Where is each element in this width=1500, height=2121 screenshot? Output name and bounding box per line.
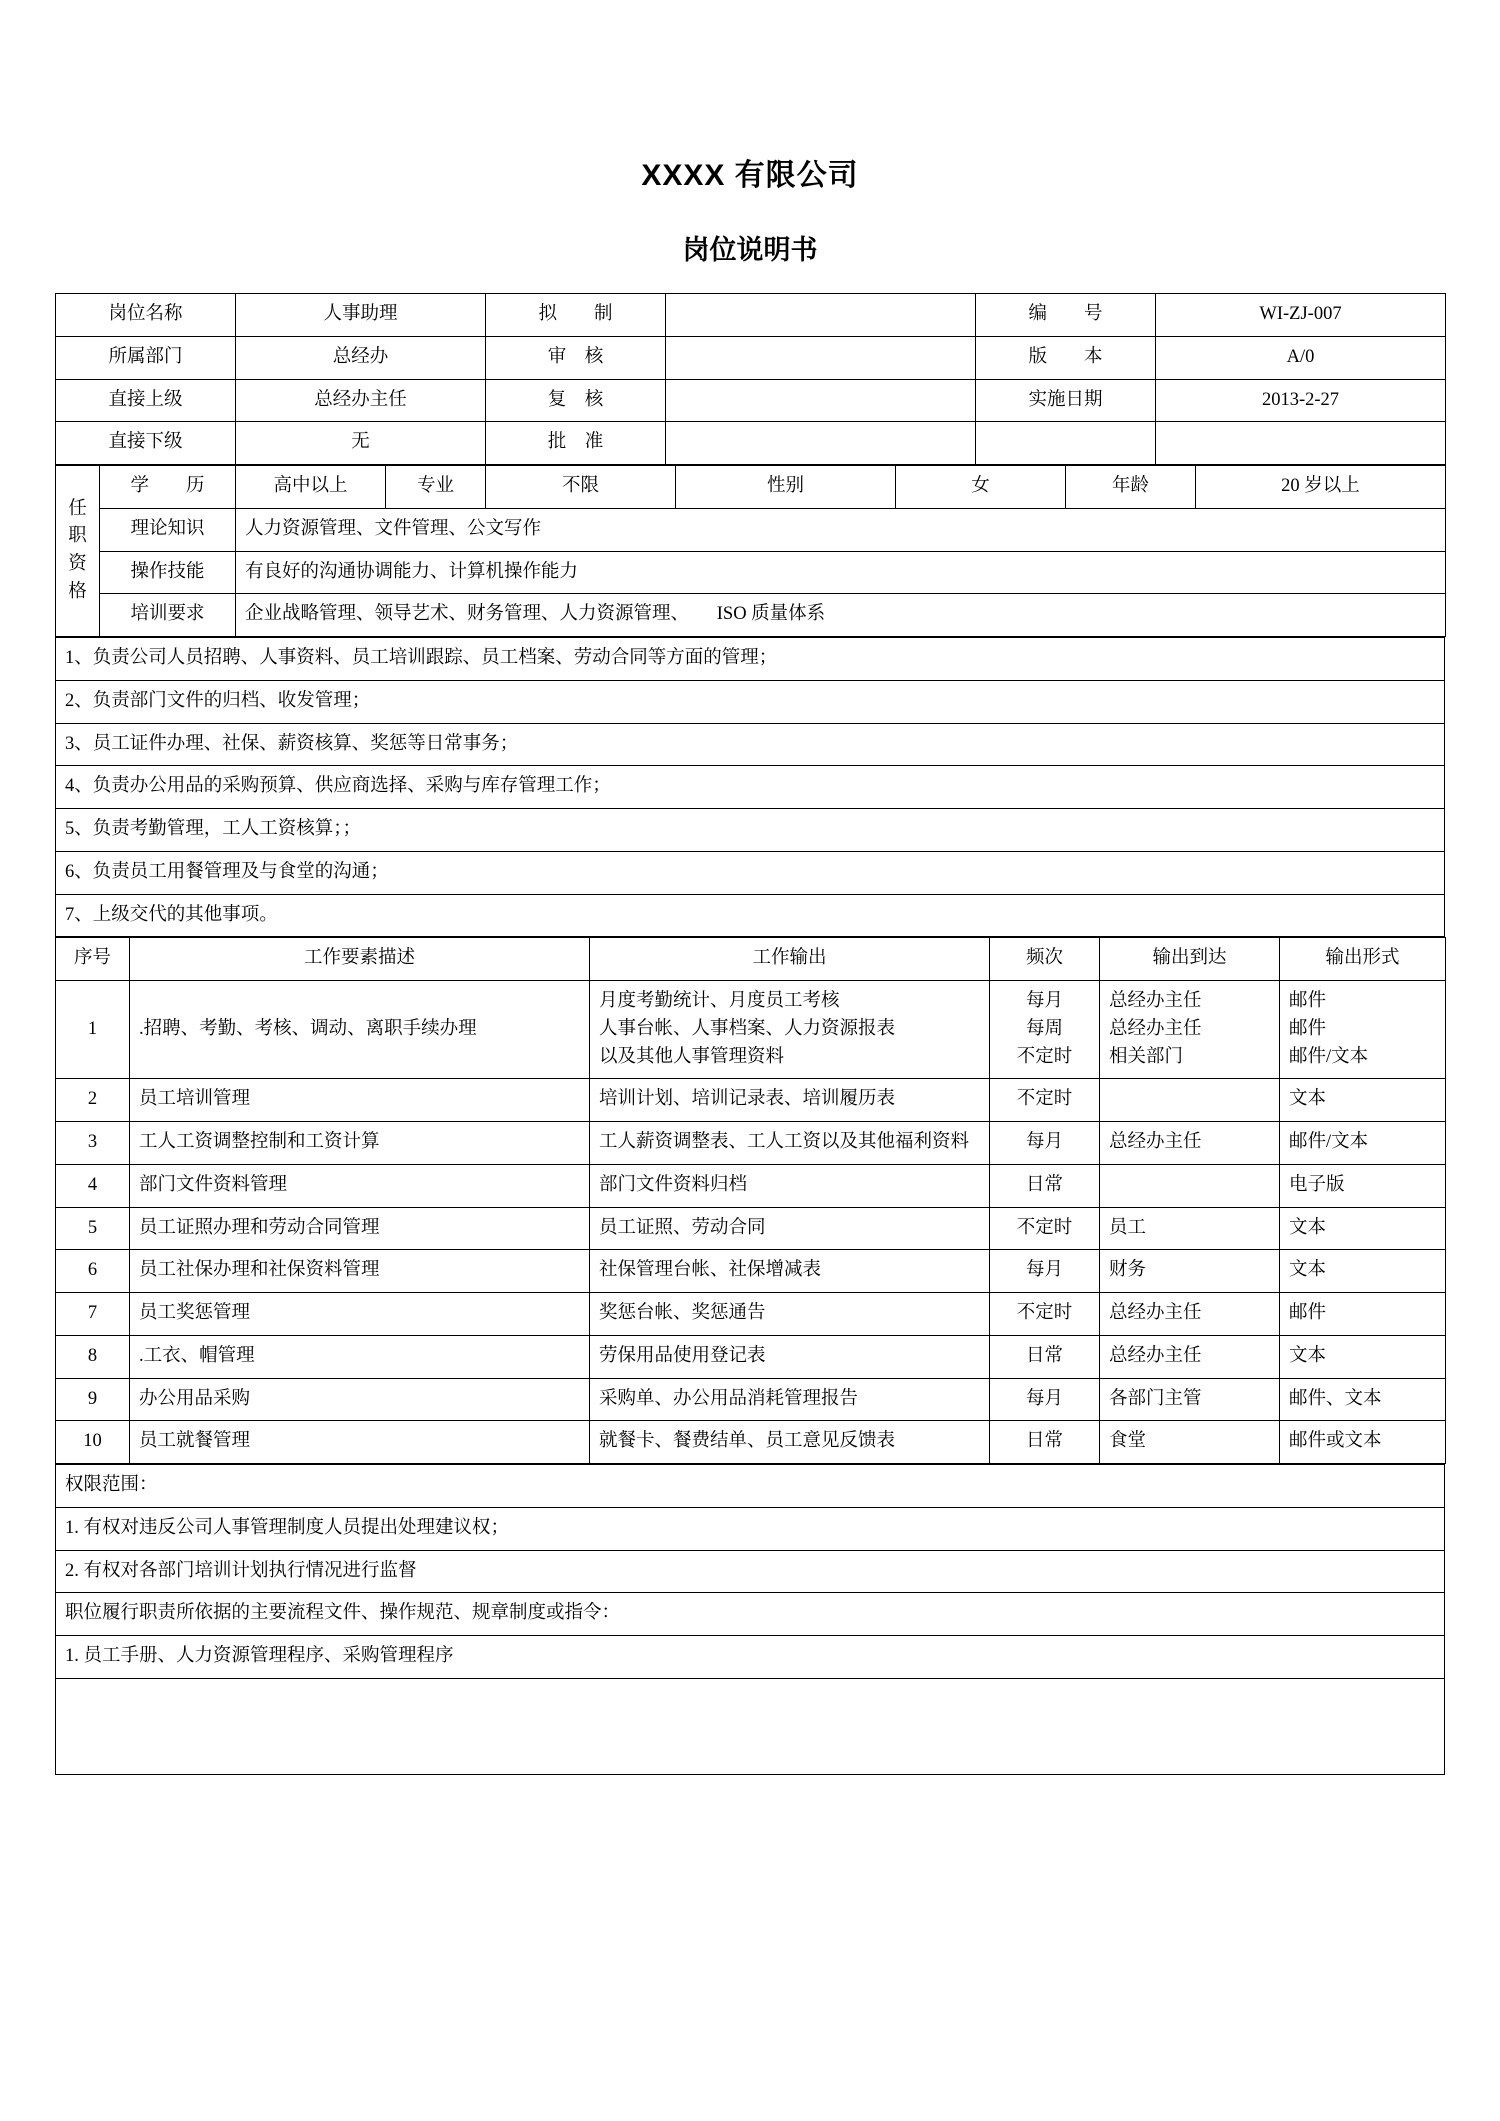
cell-output: 部门文件资料归档 bbox=[590, 1164, 990, 1207]
list-item bbox=[56, 894, 1445, 937]
list-item bbox=[56, 766, 1445, 809]
cell-freq: 不定时 bbox=[990, 1293, 1100, 1336]
table-row bbox=[56, 1335, 1446, 1378]
label-draft: 拟 制 bbox=[486, 294, 666, 337]
table-row bbox=[56, 336, 1446, 379]
cell-to: 食堂 bbox=[1100, 1421, 1280, 1464]
references-title: 职位履行职责所依据的主要流程文件、操作规范、规章制度或指令： bbox=[56, 1593, 1445, 1636]
duties-list bbox=[55, 637, 1445, 937]
label-skill: 操作技能 bbox=[100, 551, 236, 594]
label-department: 所属部门 bbox=[56, 336, 236, 379]
cell-desc: 工人工资调整控制和工资计算 bbox=[130, 1122, 590, 1165]
cell-output: 员工证照、劳动合同 bbox=[590, 1207, 990, 1250]
value-review bbox=[666, 336, 976, 379]
list-item bbox=[56, 809, 1445, 852]
cell-to: 总经办主任 bbox=[1100, 1293, 1280, 1336]
cell-form: 文本 bbox=[1280, 1250, 1446, 1293]
cell-output: 就餐卡、餐费结单、员工意见反馈表 bbox=[590, 1421, 990, 1464]
value-post-name: 人事助理 bbox=[236, 294, 486, 337]
column-header-desc: 工作要素描述 bbox=[130, 938, 590, 981]
cell-form: 邮件 bbox=[1280, 1293, 1446, 1336]
cell-freq: 每月 每周 不定时 bbox=[990, 981, 1100, 1079]
duty-text-1: 1、负责公司人员招聘、人事资料、员工培训跟踪、员工档案、劳动合同等方面的管理； bbox=[56, 638, 1445, 681]
label-training: 培训要求 bbox=[100, 594, 236, 637]
cell-output: 劳保用品使用登记表 bbox=[590, 1335, 990, 1378]
value-draft bbox=[666, 294, 976, 337]
cell-no: 6 bbox=[56, 1250, 130, 1293]
cell-no: 7 bbox=[56, 1293, 130, 1336]
table-row bbox=[56, 1079, 1446, 1122]
value-superior: 总经办主任 bbox=[236, 379, 486, 422]
cell-no: 5 bbox=[56, 1207, 130, 1250]
authority-title: 权限范围： bbox=[56, 1465, 1445, 1508]
cell-to: 总经办主任 bbox=[1100, 1335, 1280, 1378]
table-row bbox=[56, 1293, 1446, 1336]
cell-desc: 员工就餐管理 bbox=[130, 1421, 590, 1464]
column-header-freq: 频次 bbox=[990, 938, 1100, 981]
cell-form: 文本 bbox=[1280, 1207, 1446, 1250]
value-education: 高中以上 bbox=[236, 466, 386, 509]
authority-item-1: 1. 有权对违反公司人事管理制度人员提出处理建议权； bbox=[56, 1507, 1445, 1550]
cell-to bbox=[1100, 1164, 1280, 1207]
label-gender: 性别 bbox=[676, 466, 896, 509]
duty-text-5: 5、负责考勤管理，工人工资核算；； bbox=[56, 809, 1445, 852]
label-number: 编 号 bbox=[976, 294, 1156, 337]
column-header-output: 工作输出 bbox=[590, 938, 990, 981]
table-row bbox=[56, 379, 1446, 422]
label-age: 年龄 bbox=[1066, 466, 1196, 509]
column-header-form: 输出形式 bbox=[1280, 938, 1446, 981]
cell-freq: 不定时 bbox=[990, 1079, 1100, 1122]
list-item bbox=[56, 723, 1445, 766]
label-major: 专业 bbox=[386, 466, 486, 509]
duty-text-2: 2、负责部门文件的归档、收发管理； bbox=[56, 680, 1445, 723]
label-theory: 理论知识 bbox=[100, 508, 236, 551]
column-header-to: 输出到达 bbox=[1100, 938, 1280, 981]
references-blank bbox=[56, 1678, 1445, 1774]
list-item bbox=[56, 680, 1445, 723]
references-blank-row bbox=[56, 1678, 1445, 1774]
list-item bbox=[56, 638, 1445, 681]
label-approve: 批 准 bbox=[486, 422, 666, 465]
value-approve bbox=[666, 422, 976, 465]
cell-desc: .工衣、帽管理 bbox=[130, 1335, 590, 1378]
cell-desc: 部门文件资料管理 bbox=[130, 1164, 590, 1207]
references-item-1: 1. 员工手册、人力资源管理程序、采购管理程序 bbox=[56, 1636, 1445, 1679]
side-char-2: 职 bbox=[68, 526, 87, 547]
qualification-side-label bbox=[56, 466, 100, 637]
table-header-row bbox=[56, 938, 1446, 981]
side-char-1: 任 bbox=[68, 498, 87, 519]
table-row bbox=[56, 294, 1446, 337]
qualification-table bbox=[55, 465, 1446, 637]
list-item bbox=[56, 1550, 1445, 1593]
basic-info-table bbox=[55, 293, 1446, 465]
column-header-no: 序号 bbox=[56, 938, 130, 981]
authority-references-table bbox=[55, 1464, 1445, 1775]
company-title: XXXX 有限公司 bbox=[641, 159, 859, 192]
label-review: 审 核 bbox=[486, 336, 666, 379]
cell-freq: 日常 bbox=[990, 1335, 1100, 1378]
label-effective-date: 实施日期 bbox=[976, 379, 1156, 422]
value-number: WI-ZJ-007 bbox=[1156, 294, 1446, 337]
cell-freq: 不定时 bbox=[990, 1207, 1100, 1250]
duty-text-7: 7、上级交代的其他事项。 bbox=[56, 894, 1445, 937]
cell-freq: 每月 bbox=[990, 1250, 1100, 1293]
cell-form: 文本 bbox=[1280, 1335, 1446, 1378]
cell-output: 社保管理台帐、社保增减表 bbox=[590, 1250, 990, 1293]
authority-item-2: 2. 有权对各部门培训计划执行情况进行监督 bbox=[56, 1550, 1445, 1593]
cell-to: 总经办主任 总经办主任 相关部门 bbox=[1100, 981, 1280, 1079]
cell-output: 工人薪资调整表、工人工资以及其他福利资料 bbox=[590, 1122, 990, 1165]
cell-no: 9 bbox=[56, 1378, 130, 1421]
cell-form: 电子版 bbox=[1280, 1164, 1446, 1207]
cell-output: 采购单、办公用品消耗管理报告 bbox=[590, 1378, 990, 1421]
value-gender: 女 bbox=[896, 466, 1066, 509]
label-recheck: 复 核 bbox=[486, 379, 666, 422]
duty-text-3: 3、员工证件办理、社保、薪资核算、奖惩等日常事务； bbox=[56, 723, 1445, 766]
value-recheck bbox=[666, 379, 976, 422]
cell-to: 各部门主管 bbox=[1100, 1378, 1280, 1421]
label-education: 学 历 bbox=[100, 466, 236, 509]
value-effective-date: 2013-2-27 bbox=[1156, 379, 1446, 422]
value-training: 企业战略管理、领导艺术、财务管理、人力资源管理、 ISO 质量体系 bbox=[236, 594, 1446, 637]
cell-no: 10 bbox=[56, 1421, 130, 1464]
cell-output: 培训计划、培训记录表、培训履历表 bbox=[590, 1079, 990, 1122]
value-approve-blank-1 bbox=[976, 422, 1156, 465]
value-skill: 有良好的沟通协调能力、计算机操作能力 bbox=[236, 551, 1446, 594]
work-elements-table bbox=[55, 937, 1446, 1464]
table-row bbox=[56, 466, 1446, 509]
table-row bbox=[56, 1122, 1446, 1165]
side-char-4: 格 bbox=[68, 581, 87, 602]
table-row bbox=[56, 1250, 1446, 1293]
table-row bbox=[56, 981, 1446, 1079]
label-superior: 直接上级 bbox=[56, 379, 236, 422]
cell-form: 邮件、文本 bbox=[1280, 1378, 1446, 1421]
cell-desc: 办公用品采购 bbox=[130, 1378, 590, 1421]
table-row bbox=[56, 1378, 1446, 1421]
label-version: 版 本 bbox=[976, 336, 1156, 379]
cell-desc: 员工奖惩管理 bbox=[130, 1293, 590, 1336]
cell-output: 月度考勤统计、月度员工考核 人事台帐、人事档案、人力资源报表 以及其他人事管理资料 bbox=[590, 981, 990, 1079]
cell-to bbox=[1100, 1079, 1280, 1122]
cell-freq: 日常 bbox=[990, 1421, 1100, 1464]
list-item bbox=[56, 1636, 1445, 1679]
list-item bbox=[56, 1507, 1445, 1550]
references-title-row bbox=[56, 1593, 1445, 1636]
value-department: 总经办 bbox=[236, 336, 486, 379]
page-title: 岗位说明书 bbox=[682, 235, 818, 265]
cell-desc: 员工培训管理 bbox=[130, 1079, 590, 1122]
value-subordinate: 无 bbox=[236, 422, 486, 465]
cell-to: 员工 bbox=[1100, 1207, 1280, 1250]
cell-freq: 每月 bbox=[990, 1122, 1100, 1165]
authority-title-row bbox=[56, 1465, 1445, 1508]
side-char-3: 资 bbox=[68, 554, 87, 574]
cell-desc: 员工证照办理和劳动合同管理 bbox=[130, 1207, 590, 1250]
table-row bbox=[56, 1164, 1446, 1207]
value-theory: 人力资源管理、文件管理、公文写作 bbox=[236, 508, 1446, 551]
duty-text-4: 4、负责办公用品的采购预算、供应商选择、采购与库存管理工作； bbox=[56, 766, 1445, 809]
table-row bbox=[56, 508, 1446, 551]
cell-form: 邮件或文本 bbox=[1280, 1421, 1446, 1464]
table-row bbox=[56, 594, 1446, 637]
cell-form: 邮件/文本 bbox=[1280, 1122, 1446, 1165]
table-row bbox=[56, 551, 1446, 594]
duty-text-6: 6、负责员工用餐管理及与食堂的沟通； bbox=[56, 851, 1445, 894]
value-approve-blank-2 bbox=[1156, 422, 1446, 465]
table-row bbox=[56, 1421, 1446, 1464]
cell-desc: 员工社保办理和社保资料管理 bbox=[130, 1250, 590, 1293]
cell-freq: 每月 bbox=[990, 1378, 1100, 1421]
table-row bbox=[56, 1207, 1446, 1250]
cell-output: 奖惩台帐、奖惩通告 bbox=[590, 1293, 990, 1336]
label-subordinate: 直接下级 bbox=[56, 422, 236, 465]
cell-to: 财务 bbox=[1100, 1250, 1280, 1293]
cell-to: 总经办主任 bbox=[1100, 1122, 1280, 1165]
cell-no: 3 bbox=[56, 1122, 130, 1165]
cell-no: 2 bbox=[56, 1079, 130, 1122]
table-row bbox=[56, 422, 1446, 465]
list-item bbox=[56, 851, 1445, 894]
cell-no: 1 bbox=[56, 981, 130, 1079]
value-version: A/0 bbox=[1156, 336, 1446, 379]
cell-form: 文本 bbox=[1280, 1079, 1446, 1122]
label-post-name: 岗位名称 bbox=[56, 294, 236, 337]
value-age: 20 岁以上 bbox=[1196, 466, 1446, 509]
cell-form: 邮件 邮件 邮件/文本 bbox=[1280, 981, 1446, 1079]
cell-desc: .招聘、考勤、考核、调动、离职手续办理 bbox=[130, 981, 590, 1079]
cell-no: 4 bbox=[56, 1164, 130, 1207]
value-major: 不限 bbox=[486, 466, 676, 509]
cell-no: 8 bbox=[56, 1335, 130, 1378]
cell-freq: 日常 bbox=[990, 1164, 1100, 1207]
